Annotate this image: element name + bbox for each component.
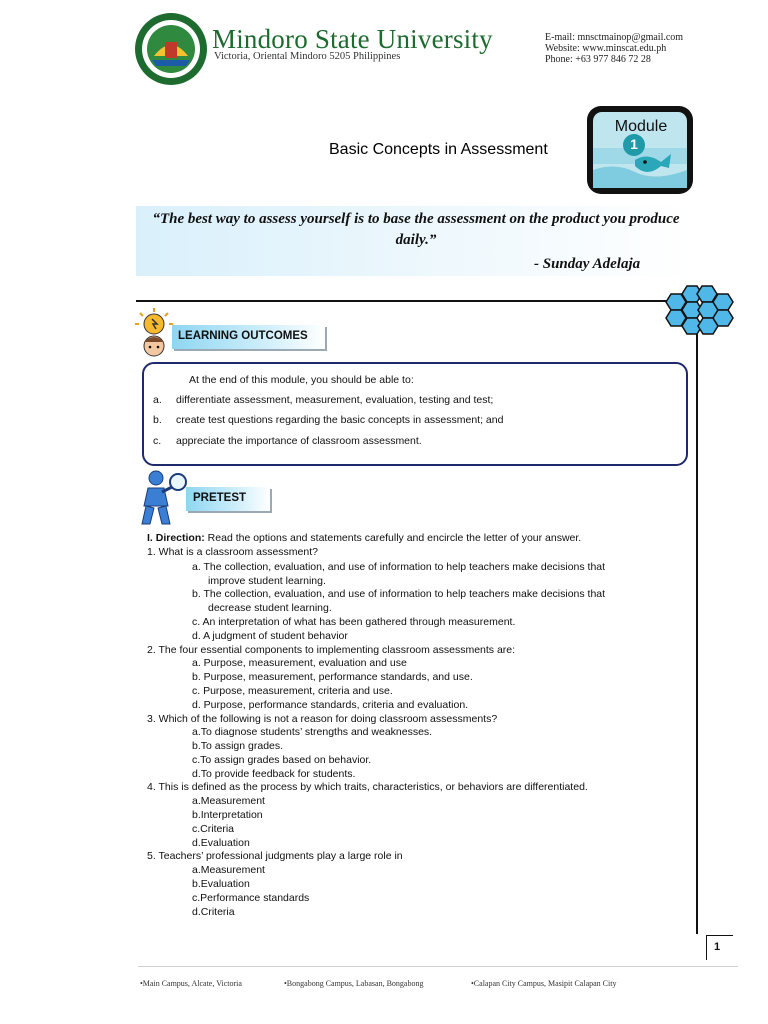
page-number: 1 [714,941,721,953]
option: a.To diagnose students’ strengths and weaknesses. [192,726,433,738]
learning-outcomes-heading: LEARNING OUTCOMES [178,330,308,342]
option: decrease student learning. [208,602,332,614]
outcome-item: differentiate assessment, measurement, evaluation, testing and test; [176,394,494,406]
option: d.Evaluation [192,837,250,849]
module-badge [585,104,695,196]
outcome-letter: a. [153,394,162,406]
university-name: Mindoro State University [212,24,493,54]
option: a. Purpose, measurement, evaluation and use [192,657,407,669]
footer-divider [138,966,738,967]
option: c. Purpose, measurement, criteria and use. [192,685,393,697]
question-1: 1. What is a classroom assessment? [147,546,318,558]
lightbulb-thinker-icon [132,308,176,360]
option: b.Interpretation [192,809,263,821]
section-divider [136,300,680,302]
outcome-item: create test questions regarding the basic concepts in assessment; and [176,414,504,426]
outcome-letter: b. [153,414,162,426]
direction-label: I. Direction: [147,532,205,544]
option: c.Criteria [192,823,235,835]
outcome-item: appreciate the importance of classroom assessment. [176,435,422,447]
footer-campus-bongabong: •Bongabong Campus, Labasan, Bongabong [284,979,424,988]
university-seal-logo [134,12,208,86]
module-number: 1 [630,136,638,152]
footer-campus-main: •Main Campus, Alcate, Victoria [140,979,242,988]
option: b. Purpose, measurement, performance standards, and use. [192,671,473,683]
pretest-heading: PRETEST [193,492,247,504]
contact-website: Website: www.minscat.edu.ph [545,43,667,54]
contact-email: E-mail: mnsctmainop@gmail.com [545,32,684,43]
contact-phone: Phone: +63 977 846 72 28 [545,54,651,65]
option: b. The collection, evaluation, and use of information to help teachers make decisions that [192,588,606,600]
question-3: 3. Which of the following is not a reason for doing classroom assessments? [147,713,498,725]
option: c. An interpretation of what has been gathered through measurement. [192,616,516,628]
option: b.Evaluation [192,878,250,890]
quote-text: “The best way to assess yourself is to base the assessment on the product you produce daily.” [152,211,680,248]
magnifier-figure-icon [136,468,190,528]
question-5: 5. Teachers’ professional judgments play a large role in [147,850,403,862]
document-title: Basic Concepts in Assessment [329,141,548,158]
quote-author: - Sunday Adelaja [534,256,641,272]
option: a.Measurement [192,864,265,876]
outcome-letter: c. [153,435,162,447]
question-4: 4. This is defined as the process by which traits, characteristics, or behaviors are differentiated. [147,781,588,793]
option: d.Criteria [192,906,235,918]
footer-campus-calapan: •Calapan City Campus, Masipit Calapan City [471,979,617,988]
option: c.To assign grades based on behavior. [192,754,372,766]
option: d.To provide feedback for students. [192,768,356,780]
direction-line [147,532,581,544]
option: d. A judgment of student behavior [192,630,348,642]
option: a.Measurement [192,795,265,807]
option: d. Purpose, performance standards, criteria and evaluation. [192,699,469,711]
module-label: Module [614,118,668,135]
option: improve student learning. [208,575,326,587]
outcomes-intro: At the end of this module, you should be able to: [189,374,414,386]
direction-text: Read the options and statements carefully and encircle the letter of your answer. [204,532,582,544]
vertical-rule [696,334,698,934]
option: b.To assign grades. [192,740,284,752]
option: a. The collection, evaluation, and use of information to help teachers make decisions that [192,561,606,573]
question-2: 2. The four essential components to implementing classroom assessments are: [147,644,516,656]
option: c.Performance standards [192,892,310,904]
hexagon-cluster-icon [657,285,737,337]
university-address: Victoria, Oriental Mindoro 5205 Philippines [214,51,401,62]
